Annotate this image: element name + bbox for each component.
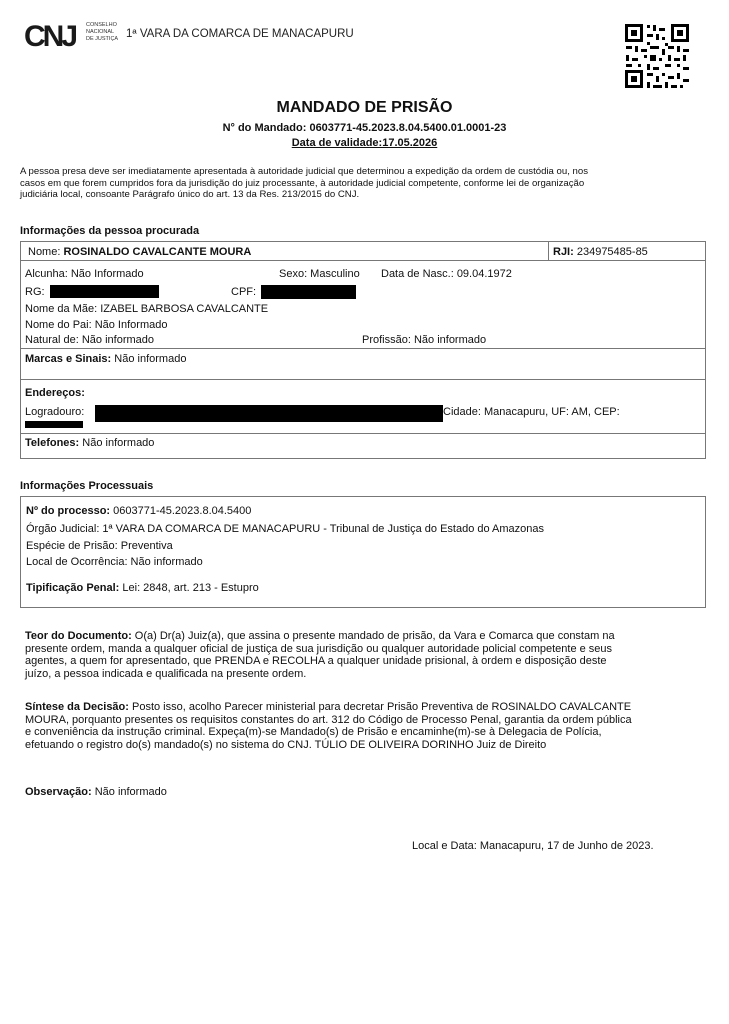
judicial-organ: Órgão Judicial: 1ª VARA DA COMARCA DE MANACAPURU - Tribunal de Justiça do Estado do Amazonas (26, 523, 545, 535)
redaction-bar (25, 421, 83, 428)
marks-and-signs: Marcas e Sinais: Não informado (25, 353, 187, 365)
person-name: Nome: ROSINALDO CAVALCANTE MOURA (28, 246, 252, 258)
validity-date: Data de validade:17.05.2026 (291, 137, 438, 149)
occurrence-place: Local de Ocorrência: Não informado (26, 556, 203, 568)
cnj-logo: CNJ (24, 20, 76, 53)
redaction-bar (95, 405, 443, 422)
redaction-bar (261, 285, 356, 299)
intro-paragraph: A pessoa presa deve ser imediatamente apresentada à autoridade judicial que determinou a expedição da ordem de custódia ou, nos casos em que forem cumpridos fora da jurisdição do juiz processante, à autoridade judicial competente, conforme lei de organização judiciária local, consoante Parágrafo único do art. 13 da Res. 213/2015 do CNJ. (20, 166, 589, 200)
rg-label: RG: (25, 286, 45, 298)
decision-summary: Síntese da Decisão: Posto isso, acolho Parecer ministerial para decretar Prisão Preventiva de ROSINALDO CAVALCANTE MOURA, porquanto presentes os requisitos constantes do art. 312 do Código de Processo Penal, garantia da ordem pública e conveniência da instrução criminal. Expeça(m)-se Mandado(s) de Prisão e encaminhe(m)-se à Delegacia de Polícia, efetuando o registro do(s) mandado(s) no sistema do CNJ. TÚLIO DE OLIVEIRA DORINHO Juiz de Direito (25, 701, 632, 751)
rji-number: RJI: 234975485-85 (553, 246, 648, 258)
process-section-title: Informações Processuais (20, 480, 154, 492)
arrest-type: Espécie de Prisão: Preventiva (26, 540, 173, 552)
birth-date: Data de Nasc.: 09.04.1972 (381, 268, 512, 280)
profession: Profissão: Não informado (362, 334, 487, 346)
divider (20, 433, 706, 434)
divider (548, 241, 549, 260)
divider (20, 379, 706, 380)
cpf-label: CPF: (231, 286, 257, 298)
phones: Telefones: Não informado (25, 437, 155, 449)
qr-code-icon (623, 22, 691, 90)
warrant-number: N° do Mandado: 0603771-45.2023.8.04.5400.01.0001-23 (222, 122, 507, 134)
place-and-date: Local e Data: Manacapuru, 17 de Junho de 2023. (412, 840, 654, 852)
birthplace: Natural de: Não informado (25, 334, 155, 346)
divider (20, 260, 706, 261)
sex: Sexo: Masculino (279, 268, 360, 280)
process-number: Nº do processo: 0603771-45.2023.8.04.5400 (26, 505, 252, 517)
divider (20, 348, 706, 349)
street-label: Logradouro: (25, 406, 85, 418)
observation: Observação: Não informado (25, 786, 167, 798)
person-section-title: Informações da pessoa procurada (20, 225, 200, 237)
addresses-title: Endereços: (25, 387, 85, 399)
court-name: 1ª VARA DA COMARCA DE MANACAPURU (126, 28, 354, 40)
father-name: Nome do Pai: Não Informado (25, 319, 168, 331)
city-state-zip: Cidade: Manacapuru, UF: AM, CEP: (443, 406, 620, 418)
cnj-logo-text: CONSELHO NACIONAL DE JUSTIÇA (86, 22, 119, 42)
redaction-bar (50, 285, 159, 298)
document-content: Teor do Documento: O(a) Dr(a) Juiz(a), que assina o presente mandado de prisão, da Vara e Comarca que constam na presente ordem, manda a qualquer oficial de justiça de sua jurisdição ou qualquer autoridade policial competente e seus agentes, a quem for apresentado, que PRENDA e RECOLHA a qualquer unidade prisional, à ordem e disposição deste juízo, a pessoa indicada e qualificada na presente ordem. (25, 630, 615, 680)
alias: Alcunha: Não Informado (25, 268, 144, 280)
mother-name: Nome da Mãe: IZABEL BARBOSA CAVALCANTE (25, 303, 269, 315)
penal-typing: Tipificação Penal: Lei: 2848, art. 213 - Estupro (26, 582, 259, 594)
document-title: MANDADO DE PRISÃO (276, 99, 453, 116)
